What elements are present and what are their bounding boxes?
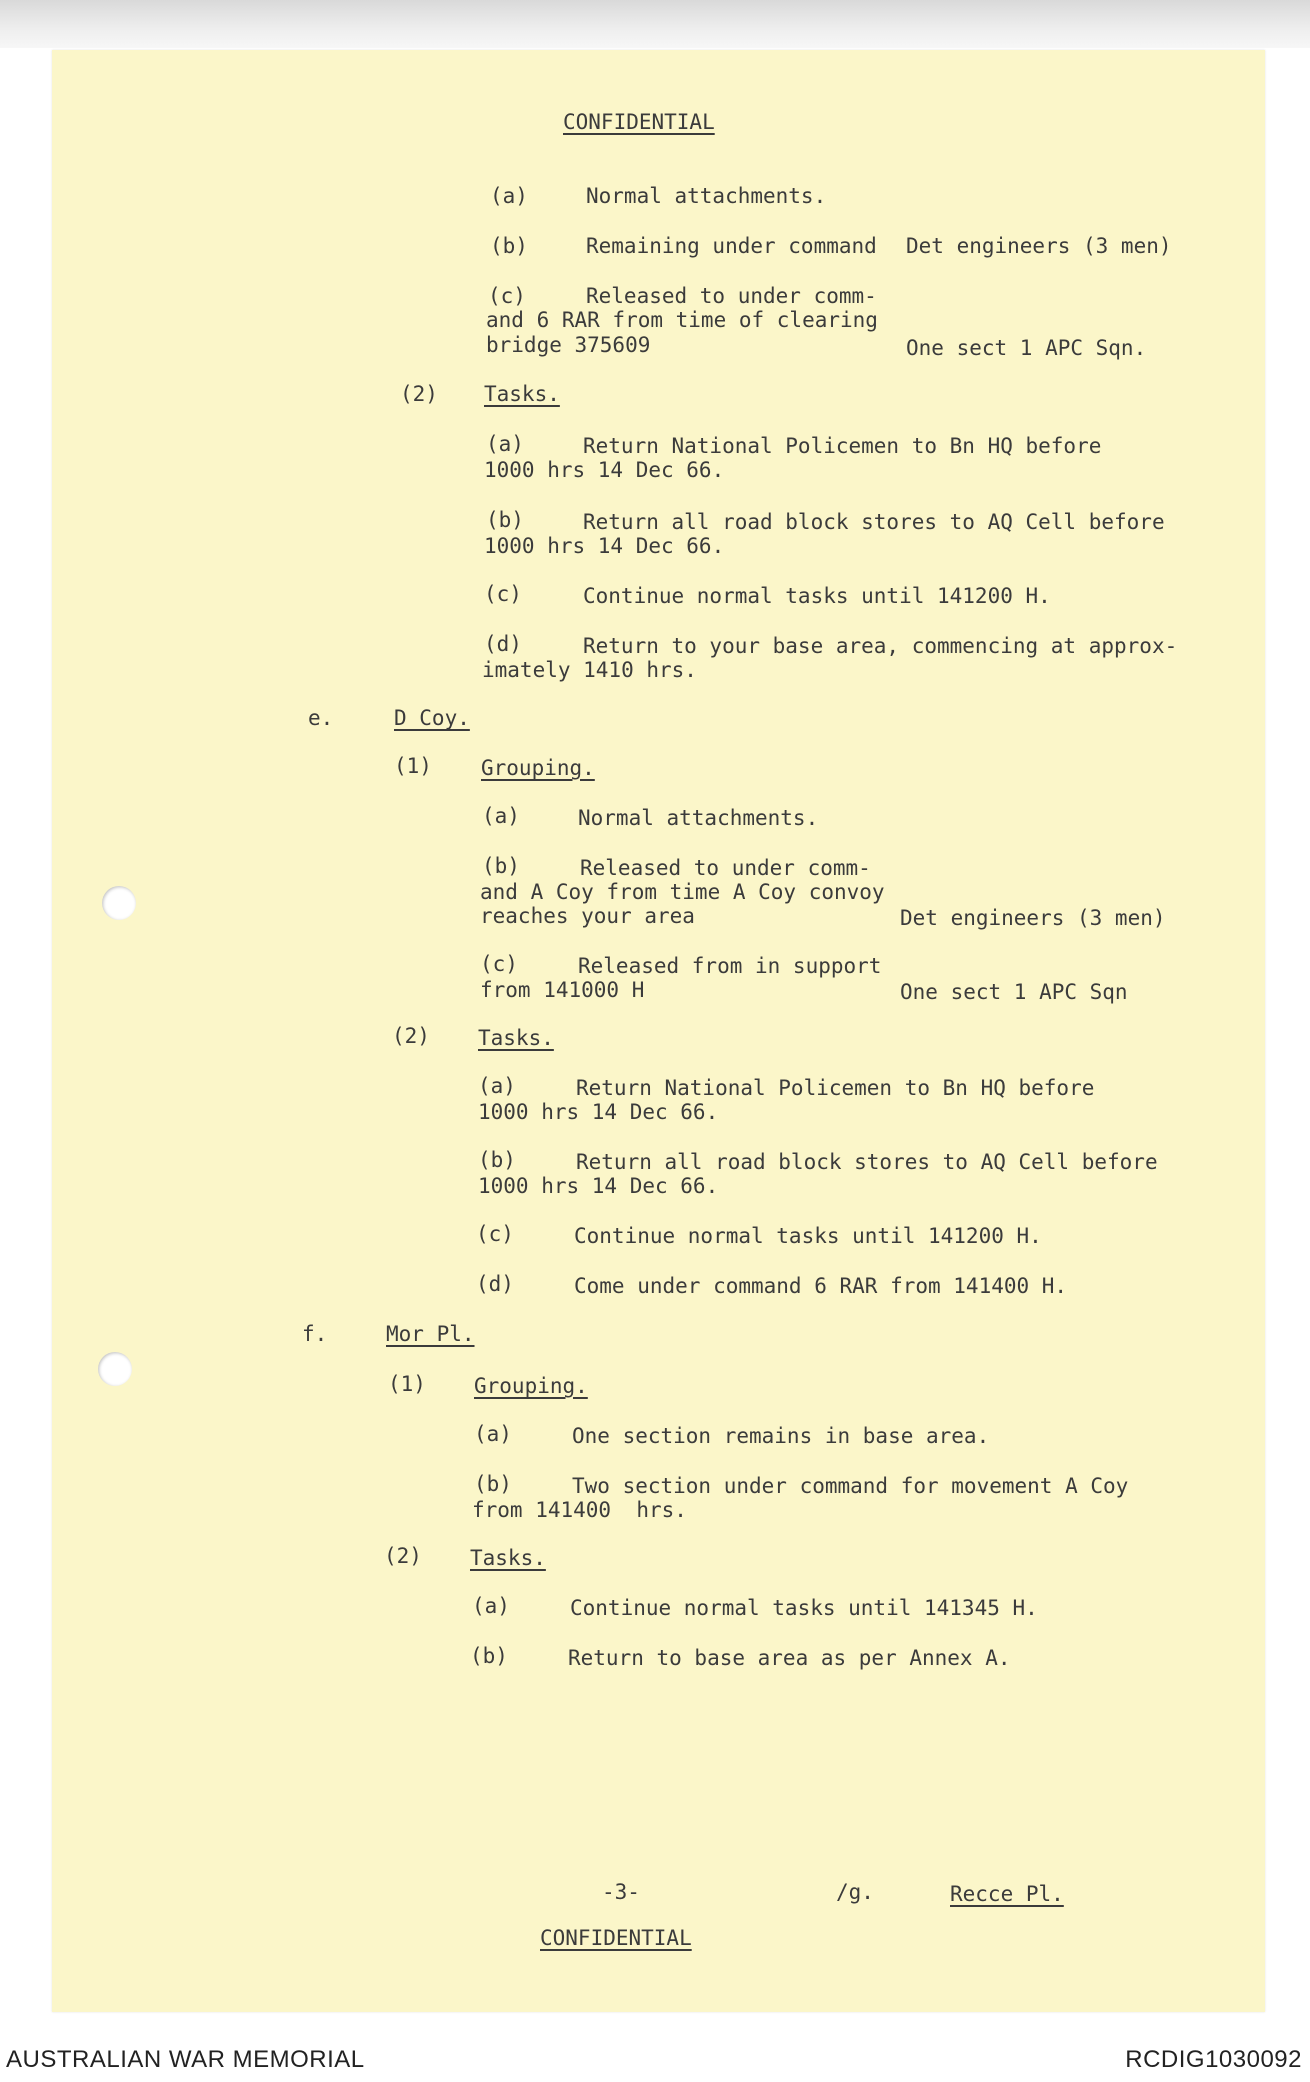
item-text: Released to under comm- [586, 284, 877, 308]
subsection-heading: Tasks. [478, 1026, 554, 1050]
item-text: Released from in support [578, 954, 882, 978]
item-text: Return to your base area, commencing at approx- [583, 634, 1178, 658]
subsection-heading: Tasks. [470, 1546, 546, 1570]
item-label: (b) [470, 1644, 508, 1668]
item-label: (b) [490, 234, 528, 258]
punch-hole [98, 1352, 132, 1386]
item-label: (c) [476, 1222, 514, 1246]
scan-top-band [0, 0, 1310, 48]
item-text: and A Coy from time A Coy convoy [480, 880, 885, 904]
item-text: reaches your area [480, 904, 695, 928]
item-label: (c) [488, 284, 526, 308]
section-heading: D Coy. [394, 706, 470, 730]
item-right-column: Det engineers (3 men) [900, 906, 1166, 930]
item-text: Continue normal tasks until 141345 H. [570, 1596, 1038, 1620]
item-text: Return to base area as per Annex A. [568, 1646, 1011, 1670]
classification-footer: CONFIDENTIAL [540, 1926, 692, 1950]
item-text: Come under command 6 RAR from 141400 H. [574, 1274, 1068, 1298]
section-letter: f. [302, 1322, 328, 1346]
item-label: (a) [472, 1594, 510, 1618]
subsection-number: (2) [400, 382, 438, 406]
item-label: (b) [482, 854, 520, 878]
item-text: 1000 hrs 14 Dec 66. [478, 1174, 719, 1198]
item-label: (d) [476, 1272, 514, 1296]
subsection-number: (1) [388, 1372, 426, 1396]
item-text: Return National Policemen to Bn HQ before [583, 434, 1102, 458]
item-label: (a) [486, 432, 524, 456]
item-text: imately 1410 hrs. [482, 658, 697, 682]
archive-credit: AUSTRALIAN WAR MEMORIAL [6, 2046, 365, 2073]
item-text: Continue normal tasks until 141200 H. [583, 584, 1051, 608]
item-text: Released to under comm- [580, 856, 871, 880]
item-text: 1000 hrs 14 Dec 66. [484, 458, 725, 482]
continuation-mark: /g. [836, 1880, 874, 1904]
item-label: (a) [482, 804, 520, 828]
subsection-number: (2) [384, 1544, 422, 1568]
subsection-heading: Grouping. [474, 1374, 588, 1398]
item-text: from 141400 hrs. [472, 1498, 687, 1522]
item-label: (b) [486, 508, 524, 532]
item-text: One section remains in base area. [572, 1424, 990, 1448]
item-label: (d) [484, 632, 522, 656]
item-label: (c) [484, 582, 522, 606]
item-text: Normal attachments. [578, 806, 819, 830]
item-text: and 6 RAR from time of clearing [486, 308, 878, 332]
item-text: from 141000 H [480, 978, 645, 1002]
punch-hole [102, 886, 136, 920]
item-text: Continue normal tasks until 141200 H. [574, 1224, 1042, 1248]
subsection-number: (2) [392, 1024, 430, 1048]
item-right-column: One sect 1 APC Sqn. [906, 336, 1147, 360]
item-text: Remaining under command [586, 234, 877, 258]
item-text: Return all road block stores to AQ Cell before [583, 510, 1165, 534]
item-right-column: Det engineers (3 men) [906, 234, 1172, 258]
item-label: (c) [480, 952, 518, 976]
item-label: (a) [478, 1074, 516, 1098]
subsection-number: (1) [394, 754, 432, 778]
item-text: Normal attachments. [586, 184, 827, 208]
item-label: (b) [478, 1148, 516, 1172]
item-text: Two section under command for movement A Coy [572, 1474, 1129, 1498]
item-text: 1000 hrs 14 Dec 66. [484, 534, 725, 558]
item-label: (a) [490, 184, 528, 208]
subsection-heading: Tasks. [484, 382, 560, 406]
item-text: 1000 hrs 14 Dec 66. [478, 1100, 719, 1124]
item-right-column: One sect 1 APC Sqn [900, 980, 1128, 1004]
section-letter: e. [308, 706, 334, 730]
item-text: Return all road block stores to AQ Cell before [576, 1150, 1158, 1174]
item-text: bridge 375609 [486, 333, 651, 357]
continuation-next: Recce Pl. [950, 1882, 1064, 1906]
classification-header: CONFIDENTIAL [563, 110, 715, 134]
archive-id: RCDIG1030092 [1125, 2046, 1302, 2073]
section-heading: Mor Pl. [386, 1322, 475, 1346]
page-number: -3- [602, 1880, 640, 1904]
subsection-heading: Grouping. [481, 756, 595, 780]
item-text: Return National Policemen to Bn HQ before [576, 1076, 1095, 1100]
item-label: (b) [474, 1472, 512, 1496]
item-label: (a) [474, 1422, 512, 1446]
